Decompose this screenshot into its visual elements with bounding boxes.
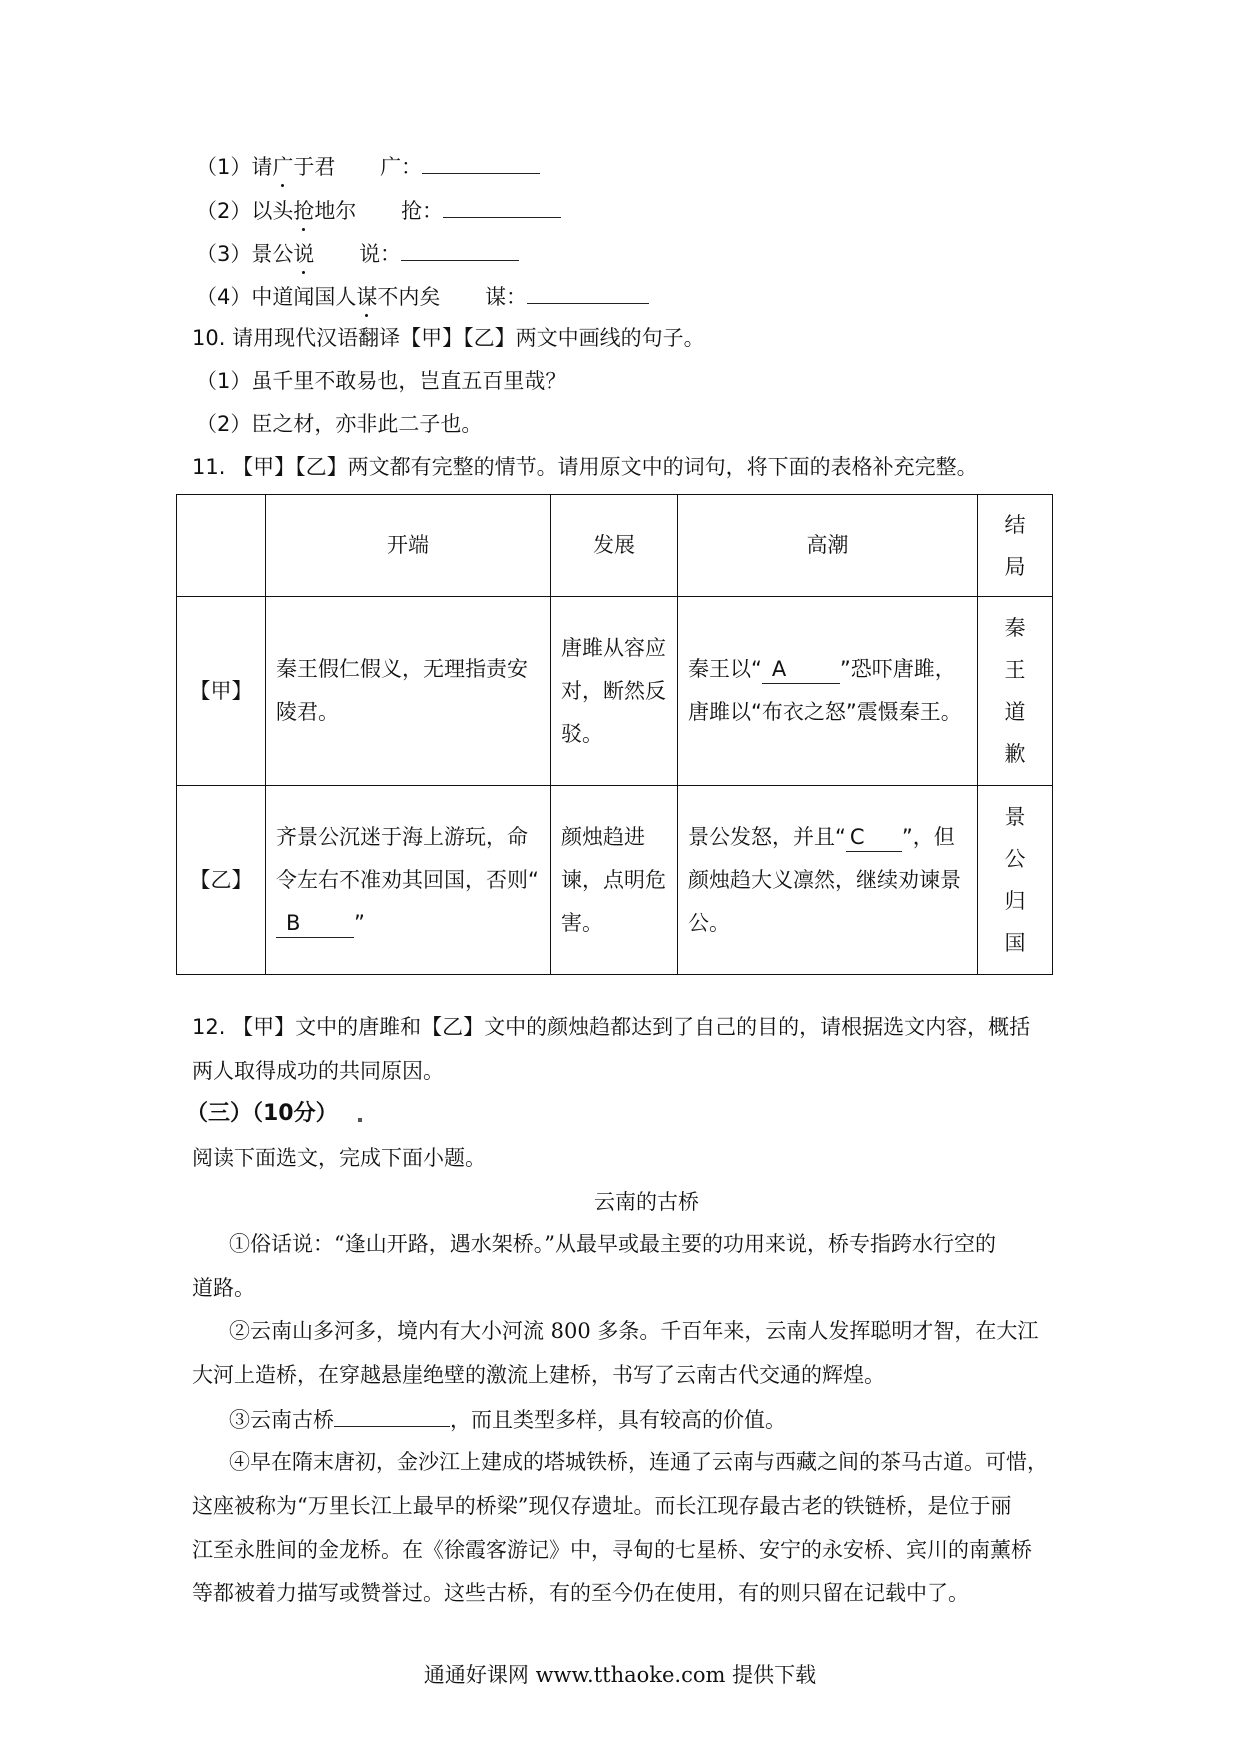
emphasis-dot-char: 谋 <box>356 282 377 312</box>
table-header-empty <box>177 495 266 597</box>
q10-item-1: （1）虽千里不敢易也，岂直五百里哉？ <box>196 369 567 393</box>
stray-mark <box>358 1118 362 1122</box>
fill-blank-a[interactable]: A <box>762 655 840 684</box>
table-header-end: 结局 <box>978 495 1053 597</box>
q9-item-2: （2）以头抢地尔 抢： <box>196 195 561 226</box>
page-footer: 通通好课网 www.tthaoke.com 提供下载 <box>423 1663 817 1687</box>
table-header-develop: 发展 <box>551 495 678 597</box>
table-row <box>177 786 1053 975</box>
answer-blank[interactable] <box>443 195 561 218</box>
table-header-climax: 高潮 <box>678 495 978 597</box>
paragraph-4-line-1: ④早在隋末唐初，金沙江上建成的塔城铁桥，连通了云南与西藏之间的茶马古道。可惜， <box>229 1450 1048 1474</box>
cell-start: 秦王假仁假义，无理指责安陵君。 <box>266 597 551 786</box>
row-label: 【乙】 <box>177 786 266 975</box>
answer-blank[interactable] <box>401 238 519 261</box>
q10-stem: 10. 请用现代汉语翻译【甲】【乙】两文中画线的句子。 <box>192 326 705 350</box>
paragraph-4-line-2: 这座被称为“万里长江上最早的桥梁”现仅存遗址。而长江现存最古老的铁链桥，是位于丽 <box>192 1494 1012 1518</box>
paragraph-4-line-4: 等都被着力描写或赞誉过。这些古桥，有的至今仍在使用，有的则只留在记载中了。 <box>192 1581 969 1605</box>
paragraph-1-line-2: 道路。 <box>192 1276 255 1300</box>
answer-blank[interactable] <box>527 281 649 304</box>
q9-item-3: （3）景公说 说： <box>196 238 519 269</box>
q11-stem: 11. 【甲】【乙】两文都有完整的情节。请用原文中的词句，将下面的表格补充完整。 <box>192 455 978 479</box>
q12-line-2: 两人取得成功的共同原因。 <box>192 1059 444 1083</box>
table-row <box>177 597 1053 786</box>
q10-item-2: （2）臣之材，亦非此二子也。 <box>196 412 483 436</box>
table-header-row <box>177 495 1053 597</box>
fill-blank-b[interactable]: B <box>276 909 354 938</box>
paragraph-2-line-2: 大河上造桥，在穿越悬崖绝壁的激流上建桥，书写了云南古代交通的辉煌。 <box>192 1363 885 1387</box>
q12-line-1: 12. 【甲】文中的唐雎和【乙】文中的颜烛趋都达到了自己的目的，请根据选文内容，概括 <box>192 1015 1031 1039</box>
section-instruction: 阅读下面选文，完成下面小题。 <box>192 1146 486 1170</box>
cell-develop: 唐雎从容应对，断然反驳。 <box>551 597 678 786</box>
row-label: 【甲】 <box>177 597 266 786</box>
emphasis-dot-char: 说 <box>293 239 314 269</box>
answer-blank[interactable] <box>422 151 540 174</box>
paragraph-4-line-3: 江至永胜间的金龙桥。在《徐霞客游记》中，寻甸的七星桥、安宁的永安桥、宾川的南薰桥 <box>192 1538 1032 1562</box>
cell-develop: 颜烛趋进谏，点明危害。 <box>551 786 678 975</box>
answer-blank[interactable] <box>334 1404 450 1427</box>
article-title: 云南的古桥 <box>594 1190 699 1214</box>
paragraph-3: ③云南古桥 ，而且类型多样，具有较高的价值。 <box>229 1404 786 1435</box>
cell-climax: 景公发怒，并且“ C ”，但颜烛趋大义凛然，继续劝谏景公。 <box>678 786 978 975</box>
table-header-start: 开端 <box>266 495 551 597</box>
fill-blank-c[interactable]: C <box>846 823 902 852</box>
cell-end: 秦王道歉 <box>978 597 1053 786</box>
plot-table <box>176 494 1053 975</box>
paragraph-1-line-1: ①俗话说：“逢山开路，遇水架桥。”从最早或最主要的功用来说，桥专指跨水行空的 <box>229 1232 996 1256</box>
cell-climax: 秦王以“ A ”恐吓唐雎，唐雎以“布衣之怒”震慑秦王。 <box>678 597 978 786</box>
emphasis-dot-char: 广 <box>272 152 293 182</box>
paragraph-2-line-1: ②云南山多河多，境内有大小河流 800 多条。千百年来，云南人发挥聪明才智，在大江 <box>229 1319 1039 1343</box>
q9-item-4: （4）中道闻国人谋不内矣 谋： <box>196 281 649 312</box>
section-heading: （三）（10分） <box>186 1101 338 1126</box>
q9-item-1: （1）请广于君 广： <box>196 151 540 182</box>
cell-start: 齐景公沉迷于海上游玩，命令左右不准劝其回国，否则“B ” <box>266 786 551 975</box>
emphasis-dot-char: 抢 <box>293 196 314 226</box>
cell-end: 景公归国 <box>978 786 1053 975</box>
